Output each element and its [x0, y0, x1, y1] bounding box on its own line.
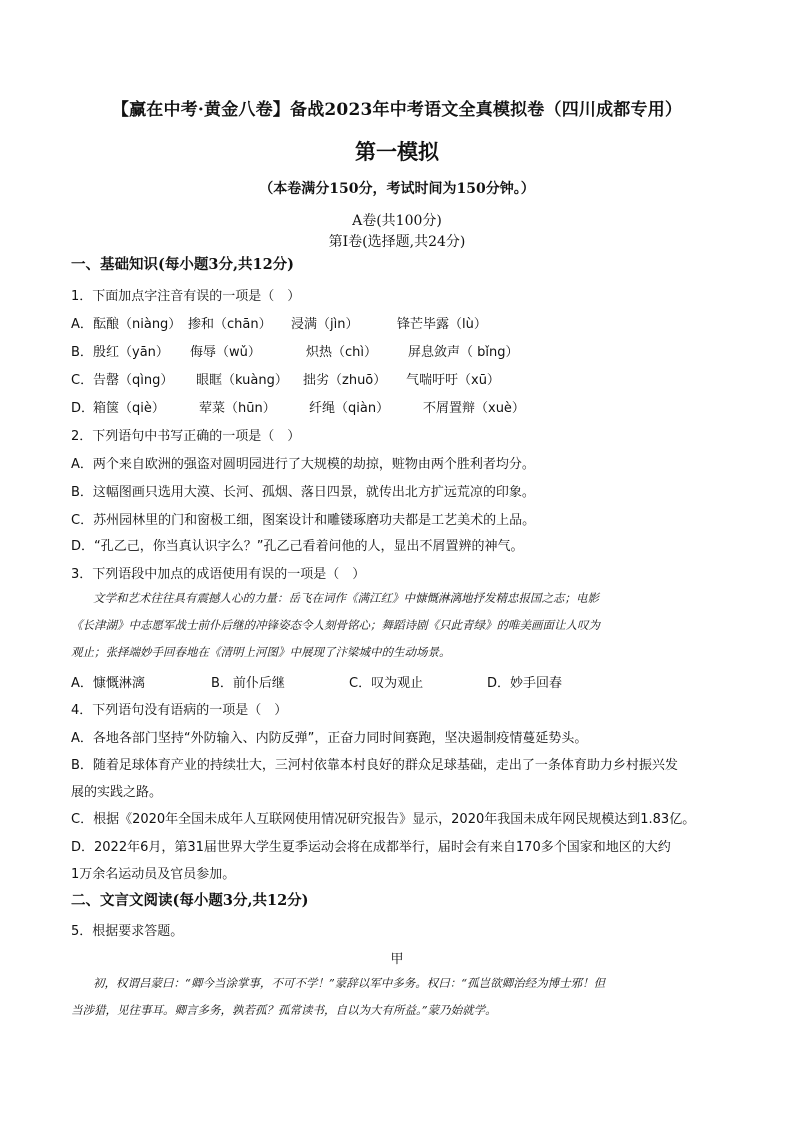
- question-2-stem: 2．下列语句中书写正确的一项是（ ）: [71, 429, 301, 444]
- option-item: 荤菜（hūn）: [199, 401, 276, 416]
- question-5-stem: 5．根据要求答题。: [71, 924, 184, 939]
- option-item: 殷红（yān）: [93, 345, 169, 360]
- question-3-option-b: B．前仆后继: [211, 676, 285, 691]
- question-3-stem: 3．下列语段中加点的成语使用有误的一项是（ ）: [71, 567, 366, 582]
- option-item: 纤绳（qiàn）: [309, 401, 390, 416]
- score-note: （本卷满分150分，考试时间为150分钟。）: [259, 181, 535, 197]
- option-item: 不屑置辩（xuè）: [423, 401, 525, 416]
- section-heading-classical: 二、文言文阅读(每小题3分,共12分): [71, 892, 309, 909]
- option-label: B．: [71, 345, 93, 360]
- question-1-stem: 1．下面加点字注音有误的一项是（ ）: [71, 289, 301, 304]
- exam-title: 【赢在中考·黄金八卷】备战2023年中考语文全真模拟卷（四川成都专用）: [111, 100, 683, 120]
- option-item: 拙劣（zhuō）: [303, 373, 387, 388]
- question-4-option-d: D．2022年6月，第31届世界大学生夏季运动会将在成都举行，届时会有来自170多个国家和地区的大约: [71, 840, 671, 855]
- question-3-option-d: D．妙手回春: [487, 676, 563, 691]
- option-item: 炽热（chì）: [306, 345, 377, 360]
- question-3-passage-line: 观止；张择端妙手回春地在《清明上河图》中展现了汴梁城中的生动场景。: [71, 645, 451, 659]
- passage-jia-line: 当涉猎，见往事耳。卿言多务，孰若孤？孤常读书，自以为大有所益。”蒙乃始就学。: [71, 1003, 497, 1017]
- option-item: 掺和（chān）: [188, 317, 272, 332]
- question-3-passage-line: 文学和艺术往往具有震撼人心的力量：岳飞在词作《满江红》中慷慨淋漓地抒发精忠报国之志；电影: [93, 591, 599, 605]
- paper-i-label: 第Ⅰ卷(选择题,共24分): [328, 234, 466, 250]
- option-item: 浸满（jìn）: [291, 317, 359, 332]
- question-2-option-a: A．两个来自欧洲的强盗对圆明园进行了大规模的劫掠，赃物由两个胜利者均分。: [71, 457, 535, 472]
- question-4-stem: 4．下列语句没有语病的一项是（ ）: [71, 703, 288, 718]
- option-item: 侮辱（wǔ）: [190, 345, 261, 360]
- option-label: D．: [71, 401, 95, 416]
- question-3-passage-line: 《长津湖》中志愿军战士前仆后继的冲锋姿态令人刻骨铭心；舞蹈诗剧《只此青绿》的唯美画面让人叹为: [71, 618, 600, 632]
- paper-a-label: A卷(共100分): [352, 213, 442, 229]
- option-label: A．: [71, 317, 93, 332]
- question-4-option-a: A．各地各部门坚持“外防输入、内防反弹”，正奋力同时间赛跑，坚决遏制疫情蔓延势头。: [71, 731, 588, 746]
- question-4-option-b: B．随着足球体育产业的持续壮大，三河村依靠本村良好的群众足球基础，走出了一条体育助力乡村振兴发: [71, 758, 678, 773]
- option-item: 眼眶（kuàng）: [196, 373, 288, 388]
- option-item: 箱箧（qiè）: [93, 401, 165, 416]
- question-2-option-c: C．苏州园林里的门和窗极工细，图案设计和雕镂琢磨功夫都是工艺美术的上品。: [71, 513, 536, 528]
- question-3-option-a: A．慷慨淋漓: [71, 676, 145, 691]
- option-item: 锋芒毕露（lù）: [397, 317, 487, 332]
- question-2-option-b: B．这幅图画只选用大漠、长河、孤烟、落日四景，就传出北方扩远荒凉的印象。: [71, 485, 535, 500]
- exam-subtitle: 第一模拟: [355, 139, 439, 164]
- section-heading-basic: 一、基础知识(每小题3分,共12分): [71, 256, 295, 273]
- option-item: 气喘吁吁（xū）: [406, 373, 500, 388]
- option-label: C．: [71, 373, 94, 388]
- question-3-option-c: C．叹为观止: [349, 676, 424, 691]
- option-item: 告罄（qìng）: [93, 373, 174, 388]
- question-4-option-b-cont: 展的实践之路。: [71, 785, 163, 800]
- passage-jia-line: 初，权谓吕蒙曰：“卿今当涂掌事，不可不学！”蒙辞以军中多务。权曰：“孤岂欲卿治经为博士邪！但: [93, 976, 606, 990]
- passage-jia-label: 甲: [390, 952, 404, 967]
- question-4-option-d-cont: 1万余名运动员及官员参加。: [71, 867, 236, 882]
- question-4-option-c: C．根据《2020年全国未成年人互联网使用情况研究报告》显示，2020年我国未成年网民规模达到1.83亿。: [71, 812, 696, 827]
- option-item: 屏息敛声（ bǐng）: [408, 345, 519, 360]
- option-item: 酝酿（niàng）: [93, 317, 182, 332]
- question-2-option-d: D．“孔乙己，你当真认识字么？”孔乙己看着问他的人，显出不屑置辨的神气。: [71, 539, 524, 554]
